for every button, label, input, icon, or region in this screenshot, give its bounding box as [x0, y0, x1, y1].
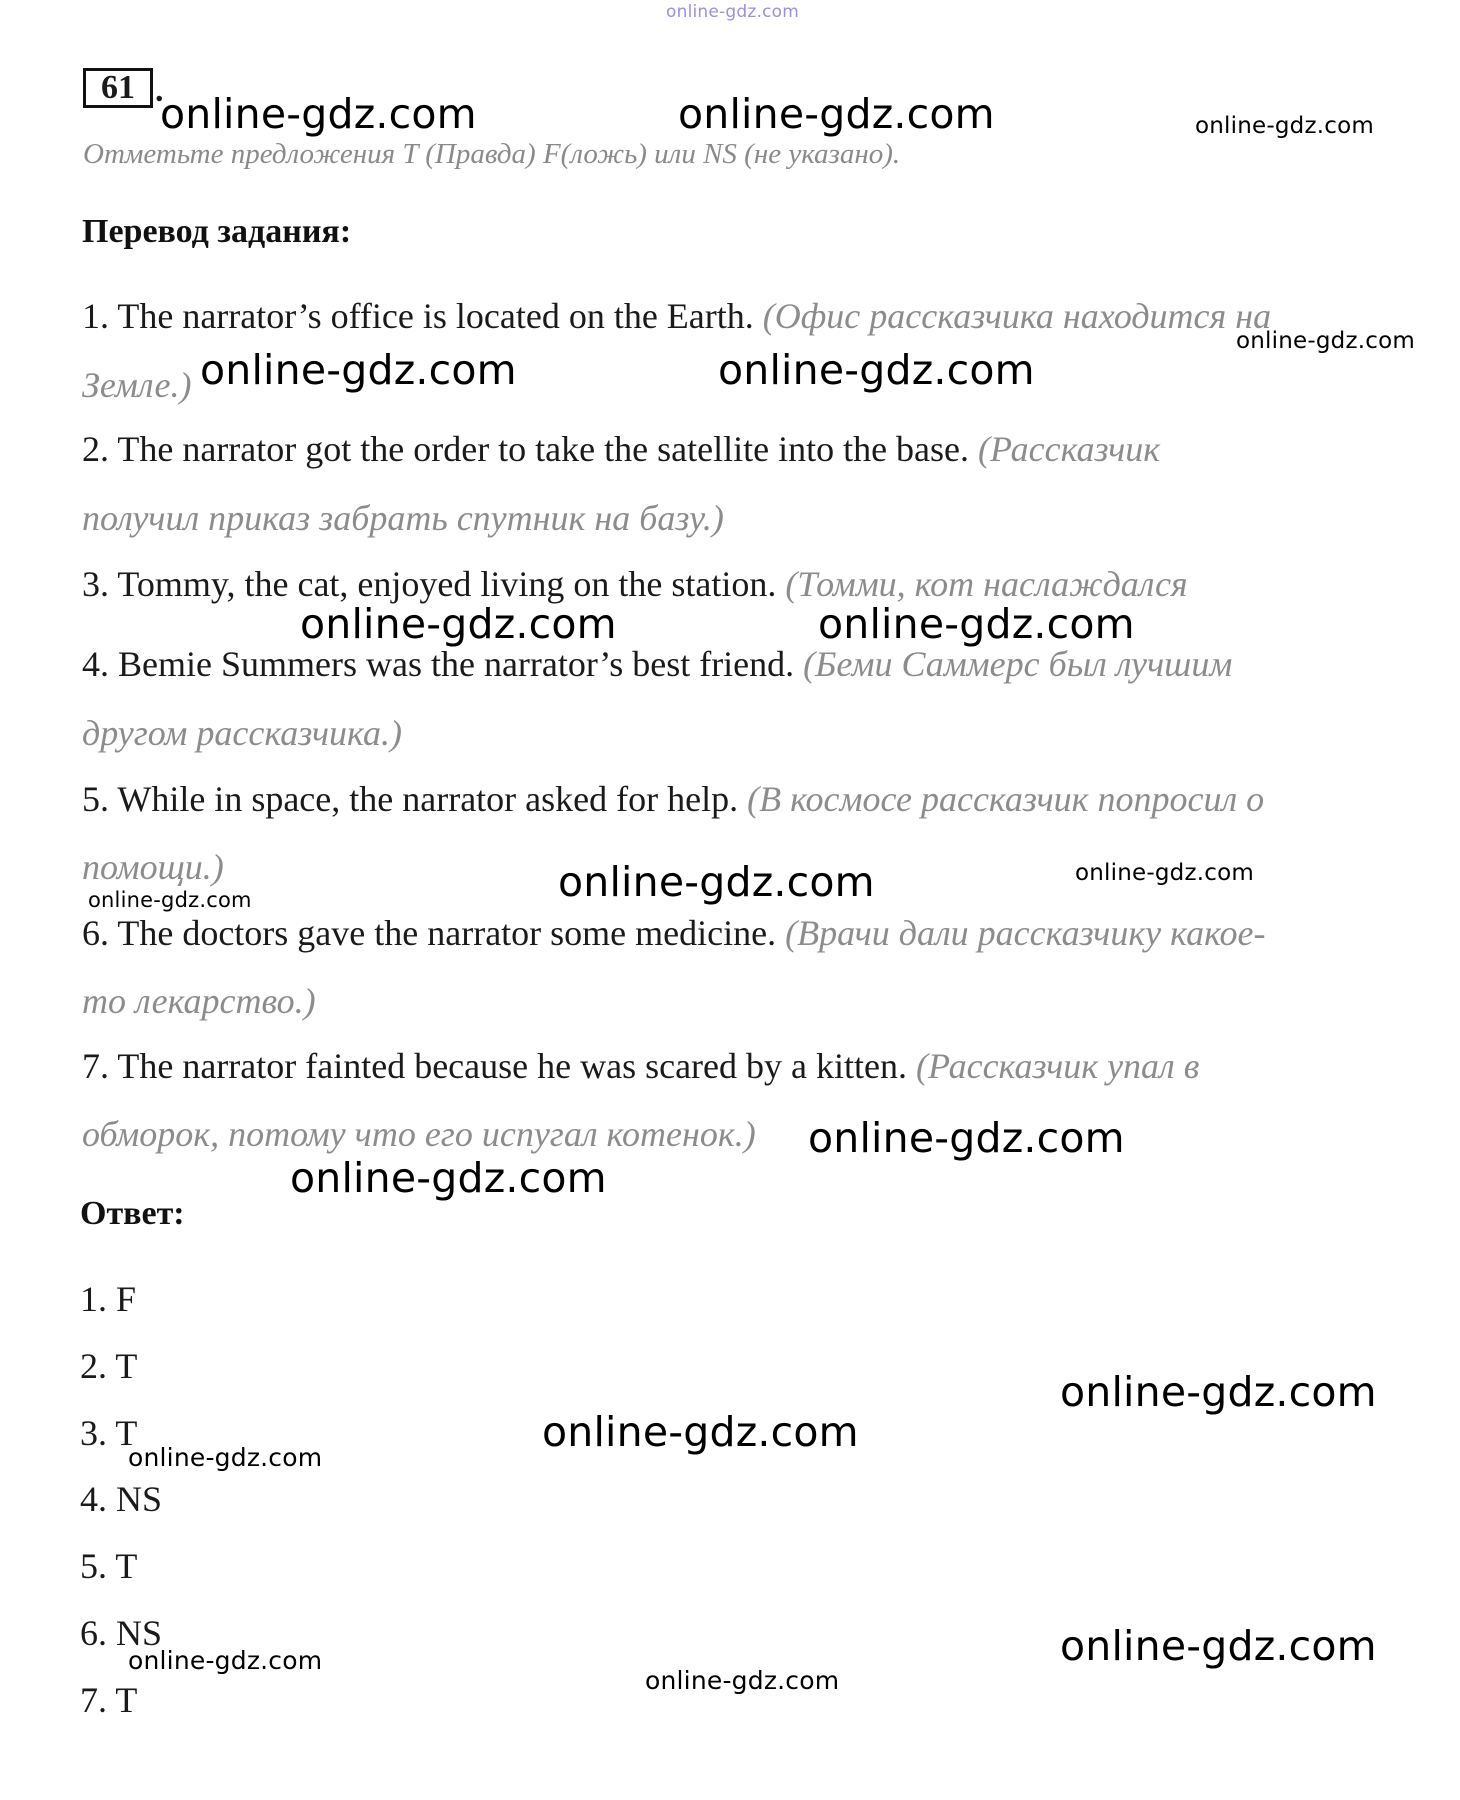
- item-6-english: 6. The doctors gave the narrator some medicine.: [82, 913, 777, 953]
- watermark: online-gdz.com: [290, 1154, 607, 1202]
- item-2-english: 2. The narrator got the order to take the satellite into the base.: [82, 429, 970, 469]
- watermark: online-gdz.com: [1060, 1368, 1377, 1416]
- item-6-line: [82, 912, 1266, 954]
- answer-item: 1. F: [80, 1279, 137, 1319]
- item-4-english: 4. Bemie Summers was the narrator’s best friend.: [82, 644, 795, 684]
- item-1-english: 1. The narrator’s office is located on the Earth.: [82, 296, 754, 336]
- watermark: online-gdz.com: [542, 1408, 859, 1456]
- answer-item: 7. T: [80, 1680, 138, 1720]
- item-3-line: [82, 563, 1188, 605]
- watermark: online-gdz.com: [128, 1646, 323, 1675]
- item-6-translation-cont: то лекарство.): [82, 981, 316, 1021]
- watermark: online-gdz.com: [718, 346, 1035, 394]
- watermark: online-gdz.com: [1075, 860, 1254, 886]
- watermark: online-gdz.com: [558, 858, 875, 906]
- translation-heading: Перевод задания:: [82, 213, 352, 250]
- item-1-translation: (Офис рассказчика находится на: [762, 296, 1272, 336]
- item-1-translation-cont: Земле.): [82, 365, 192, 405]
- item-2-line: [82, 428, 1160, 470]
- item-5-translation: (В космосе рассказчик попросил о: [747, 779, 1265, 819]
- watermark: online-gdz.com: [88, 888, 252, 912]
- item-4-translation: (Беми Саммерс был лучшим: [803, 644, 1233, 684]
- answer-item: 5. T: [80, 1546, 138, 1586]
- answer-item: 6. NS: [80, 1613, 163, 1653]
- item-7-english: 7. The narrator fainted because he was scared by a kitten.: [82, 1046, 907, 1086]
- watermark: online-gdz.com: [300, 600, 617, 648]
- item-4-translation-cont: другом рассказчика.): [82, 713, 402, 753]
- watermark: online-gdz.com: [1236, 328, 1415, 354]
- watermark: online-gdz.com: [678, 90, 995, 138]
- answer-item: 3. T: [80, 1413, 138, 1453]
- watermark: online-gdz.com: [818, 600, 1135, 648]
- exercise-number: 61: [83, 68, 153, 108]
- item-5-translation-cont: помощи.): [82, 847, 224, 887]
- answer-heading: Ответ:: [80, 1195, 185, 1232]
- watermark: online-gdz.com: [1195, 113, 1374, 139]
- item-3-english: 3. Tommy, the cat, enjoyed living on the station.: [82, 564, 777, 604]
- item-7-translation-cont: обморок, потому что его испугал котенок.): [82, 1114, 756, 1154]
- item-5-english: 5. While in space, the narrator asked for help.: [82, 779, 739, 819]
- item-1-line: [82, 295, 1271, 337]
- watermark: online-gdz.com: [128, 1443, 323, 1472]
- watermark: online-gdz.com: [200, 346, 517, 394]
- watermark: online-gdz.com: [808, 1114, 1125, 1162]
- item-7-line: [82, 1045, 1199, 1087]
- item-2-translation-cont: получил приказ забрать спутник на базу.): [82, 498, 724, 538]
- answer-item: 4. NS: [80, 1479, 163, 1519]
- exercise-number-dot: .: [155, 72, 164, 109]
- answer-item: 2. T: [80, 1346, 138, 1386]
- instruction-text: Отметьте предложения T (Правда) F(ложь) или NS (не указано).: [83, 138, 901, 170]
- item-7-translation: (Рассказчик упал в: [915, 1046, 1200, 1086]
- watermark: online-gdz.com: [645, 1666, 840, 1695]
- item-2-translation: (Рассказчик: [978, 429, 1161, 469]
- item-3-translation: (Томми, кот наслаждался: [785, 564, 1188, 604]
- watermark: online-gdz.com: [1060, 1622, 1377, 1670]
- item-5-line: [82, 778, 1264, 820]
- item-4-line: [82, 643, 1232, 685]
- watermark: online-gdz.com: [666, 2, 800, 22]
- watermark: online-gdz.com: [160, 90, 477, 138]
- item-6-translation: (Врачи дали рассказчику какое-: [785, 913, 1266, 953]
